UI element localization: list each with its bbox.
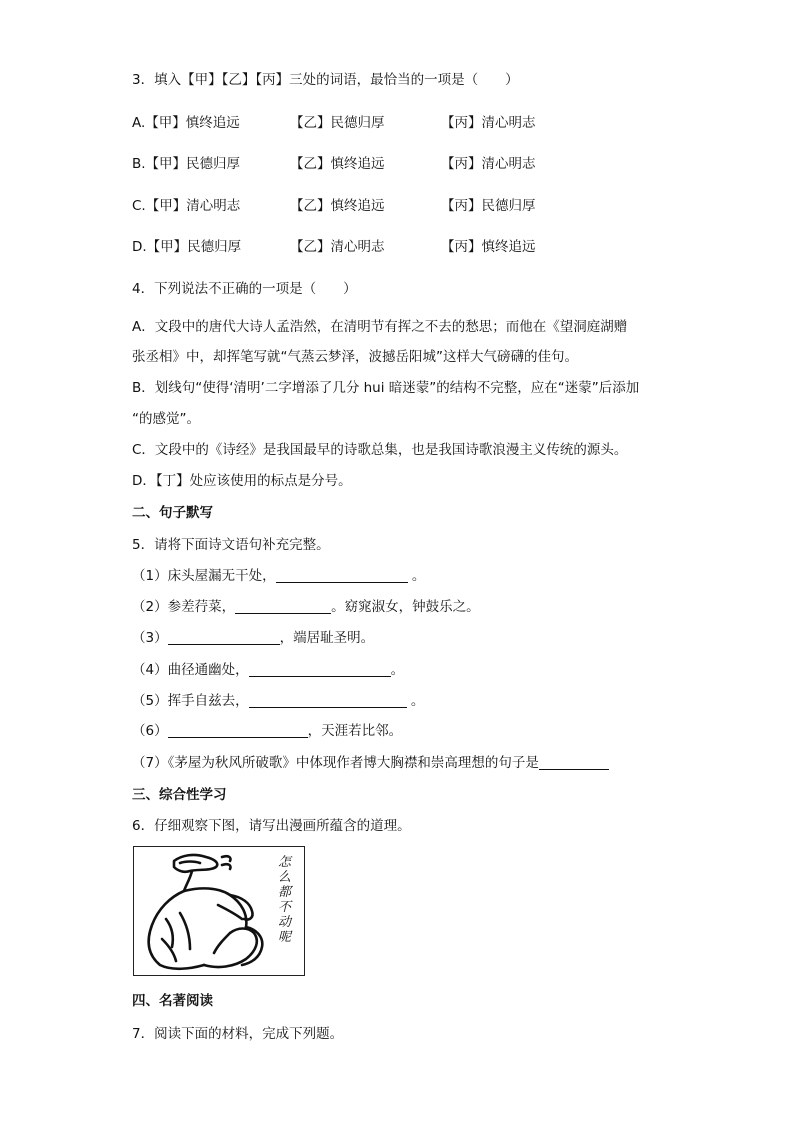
q3-stem: 3．填入【甲】【乙】【丙】三处的词语，最恰当的一项是（ ）: [132, 72, 519, 88]
q5-item-1: [132, 566, 425, 586]
q5-item-4: [132, 660, 404, 680]
q3-option-c-yi: 【乙】慎终追远: [290, 198, 385, 214]
q5-item-1-blank[interactable]: [276, 568, 408, 583]
q3-option-b-jia: B.【甲】民德归厚: [132, 156, 241, 172]
q5-item-5-end: 。: [406, 693, 425, 709]
q5-item-2-text: （2）参差荇菜，: [132, 599, 236, 615]
q5-item-2-blank[interactable]: [235, 599, 331, 614]
q6-stem: 6．仔细观察下图，请写出漫画所蕴含的道理。: [132, 818, 411, 834]
q4-option-d: D．【丁】处应该使用的标点是分号。: [132, 473, 352, 489]
q4-option-b-line2: “的感觉”。: [132, 411, 200, 427]
q4-option-a-line2: 张丞相》中，却挥笔写就“气蒸云梦泽，波撼岳阳城”这样大气磅礴的佳句。: [132, 349, 578, 365]
q5-item-7-blank[interactable]: [539, 755, 609, 770]
q3-option-a-bing: 【丙】清心明志: [441, 115, 536, 131]
q3-option-d-yi: 【乙】清心明志: [290, 239, 385, 255]
q6-cartoon-image: [133, 846, 305, 976]
q5-item-7-text: （7）《茅屋为秋风所破歌》中体现作者博大胸襟和崇高理想的句子是: [132, 755, 539, 771]
q5-item-7: [132, 753, 609, 773]
section-2-heading: 二、句子默写: [132, 505, 213, 521]
q4-option-a-line1: A．文段中的唐代大诗人孟浩然，在清明节有挥之不去的愁思；而他在《望洞庭湖赠: [132, 319, 628, 335]
q5-item-4-text: （4）曲径通幽处，: [132, 662, 249, 678]
q5-item-4-blank[interactable]: [249, 662, 391, 677]
q5-item-4-end: 。: [390, 662, 405, 678]
q5-item-1-end: 。: [407, 568, 426, 584]
q5-item-1-text: （1）床头屋漏无干处，: [132, 568, 276, 584]
q7-stem: 7．阅读下面的材料，完成下列题。: [132, 1026, 344, 1042]
q5-item-5: [132, 691, 424, 711]
q5-item-6-end: ，天涯若比邻。: [307, 723, 403, 739]
q4-option-c: C．文段中的《诗经》是我国最早的诗歌总集，也是我国诗歌浪漫主义传统的源头。: [132, 442, 628, 458]
q3-option-a-jia: A.【甲】慎终追远: [132, 115, 240, 131]
q4-stem: 4．下列说法不正确的一项是（ ）: [132, 281, 357, 297]
q5-item-2-end: 。窈窕淑女，钟鼓乐之。: [331, 599, 480, 615]
q3-option-a-yi: 【乙】民德归厚: [290, 115, 385, 131]
q5-item-6-text: （6）: [132, 723, 168, 739]
section-4-heading: 四、名著阅读: [132, 993, 213, 1009]
q5-item-5-text: （5）挥手自兹去，: [132, 693, 249, 709]
q5-item-6: [132, 721, 402, 741]
q3-option-b-yi: 【乙】慎终追远: [290, 156, 385, 172]
q3-option-d-jia: D.【甲】民德归厚: [132, 239, 242, 255]
q4-option-b-line1: B．划线句“使得‘清明’二字增添了几分 hui 暗迷蒙”的结构不完整，应在“迷蒙”后添加: [132, 380, 640, 396]
q3-option-c-bing: 【丙】民德归厚: [441, 198, 536, 214]
q5-item-2: [132, 597, 480, 617]
q5-item-6-blank[interactable]: [168, 723, 308, 738]
q3-option-b-bing: 【丙】清心明志: [441, 156, 536, 172]
q3-option-d-bing: 【丙】慎终追远: [441, 239, 536, 255]
q5-stem: 5．请将下面诗文语句补充完整。: [132, 537, 330, 553]
q5-item-3-blank[interactable]: [168, 630, 280, 645]
q5-item-5-blank[interactable]: [249, 693, 407, 708]
q5-item-3-text: （3）: [132, 630, 168, 646]
q5-item-3: [132, 628, 374, 648]
cartoon-caption: 怎么都不动呢: [278, 855, 292, 945]
q3-option-c-jia: C.【甲】清心明志: [132, 198, 241, 214]
section-3-heading: 三、综合性学习: [132, 787, 227, 803]
q5-item-3-end: ，端居耻圣明。: [279, 630, 375, 646]
